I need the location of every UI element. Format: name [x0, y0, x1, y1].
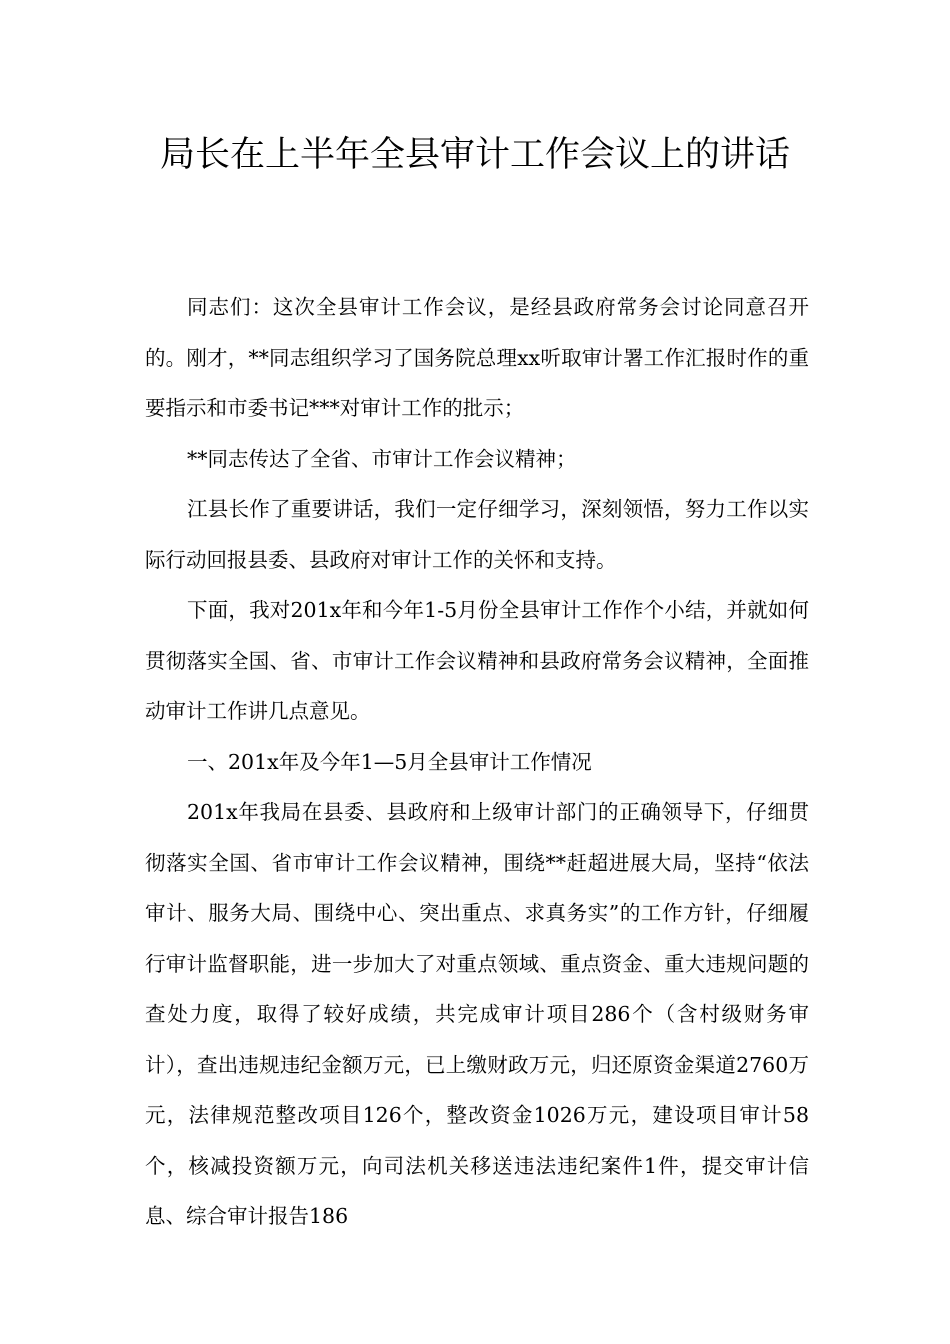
- paragraph: **同志传达了全省、市审计工作会议精神；: [187, 446, 577, 471]
- paragraph: 下面，我对201x年和今年1-5月份全县审计工作作个小结，并就如何贯彻落实全国、省、市审计工作会议精神和县政府常务会议精神，全面推动审计工作讲几点意见。: [145, 598, 809, 723]
- paragraph: 同志们：这次全县审计工作会议，是经县政府常务会讨论同意召开的。刚才，**同志组织学习了国务院总理xx听取审计署工作汇报时作的重要指示和市委书记***对审计工作的批示；: [145, 295, 809, 420]
- paragraph: 江县长作了重要讲话，我们一定仔细学习，深刻领悟，努力工作以实际行动回报县委、县政府对审计工作的关怀和支持。: [145, 497, 809, 572]
- document-body: [145, 282, 809, 1242]
- document-title: 局长在上半年全县审计工作会议上的讲话: [159, 135, 790, 175]
- section-heading: 一、201x年及今年1—5月全县审计工作情况: [187, 749, 592, 774]
- paragraph: 201x年我局在县委、县政府和上级审计部门的正确领导下，仔细贯彻落实全国、省市审计工作会议精神，围绕**赶超进展大局，坚持“依法审计、服务大局、围绕中心、突出重点、求真务实”的工作方针，仔细履行审计监督职能，进一步加大了对重点领域、重点资金、重大违规问题的查处力度，取得了较好成绩，共完成审计项目286个（含村级财务审计），查出违规违纪金额万元，已上缴财政万元，归还原资金渠道2760万元，法律规范整改项目126个，整改资金1026万元，建设项目审计58个，核减投资额万元，向司法机关移送违法违纪案件1件，提交审计信息、综合审计报告186: [145, 800, 809, 1228]
